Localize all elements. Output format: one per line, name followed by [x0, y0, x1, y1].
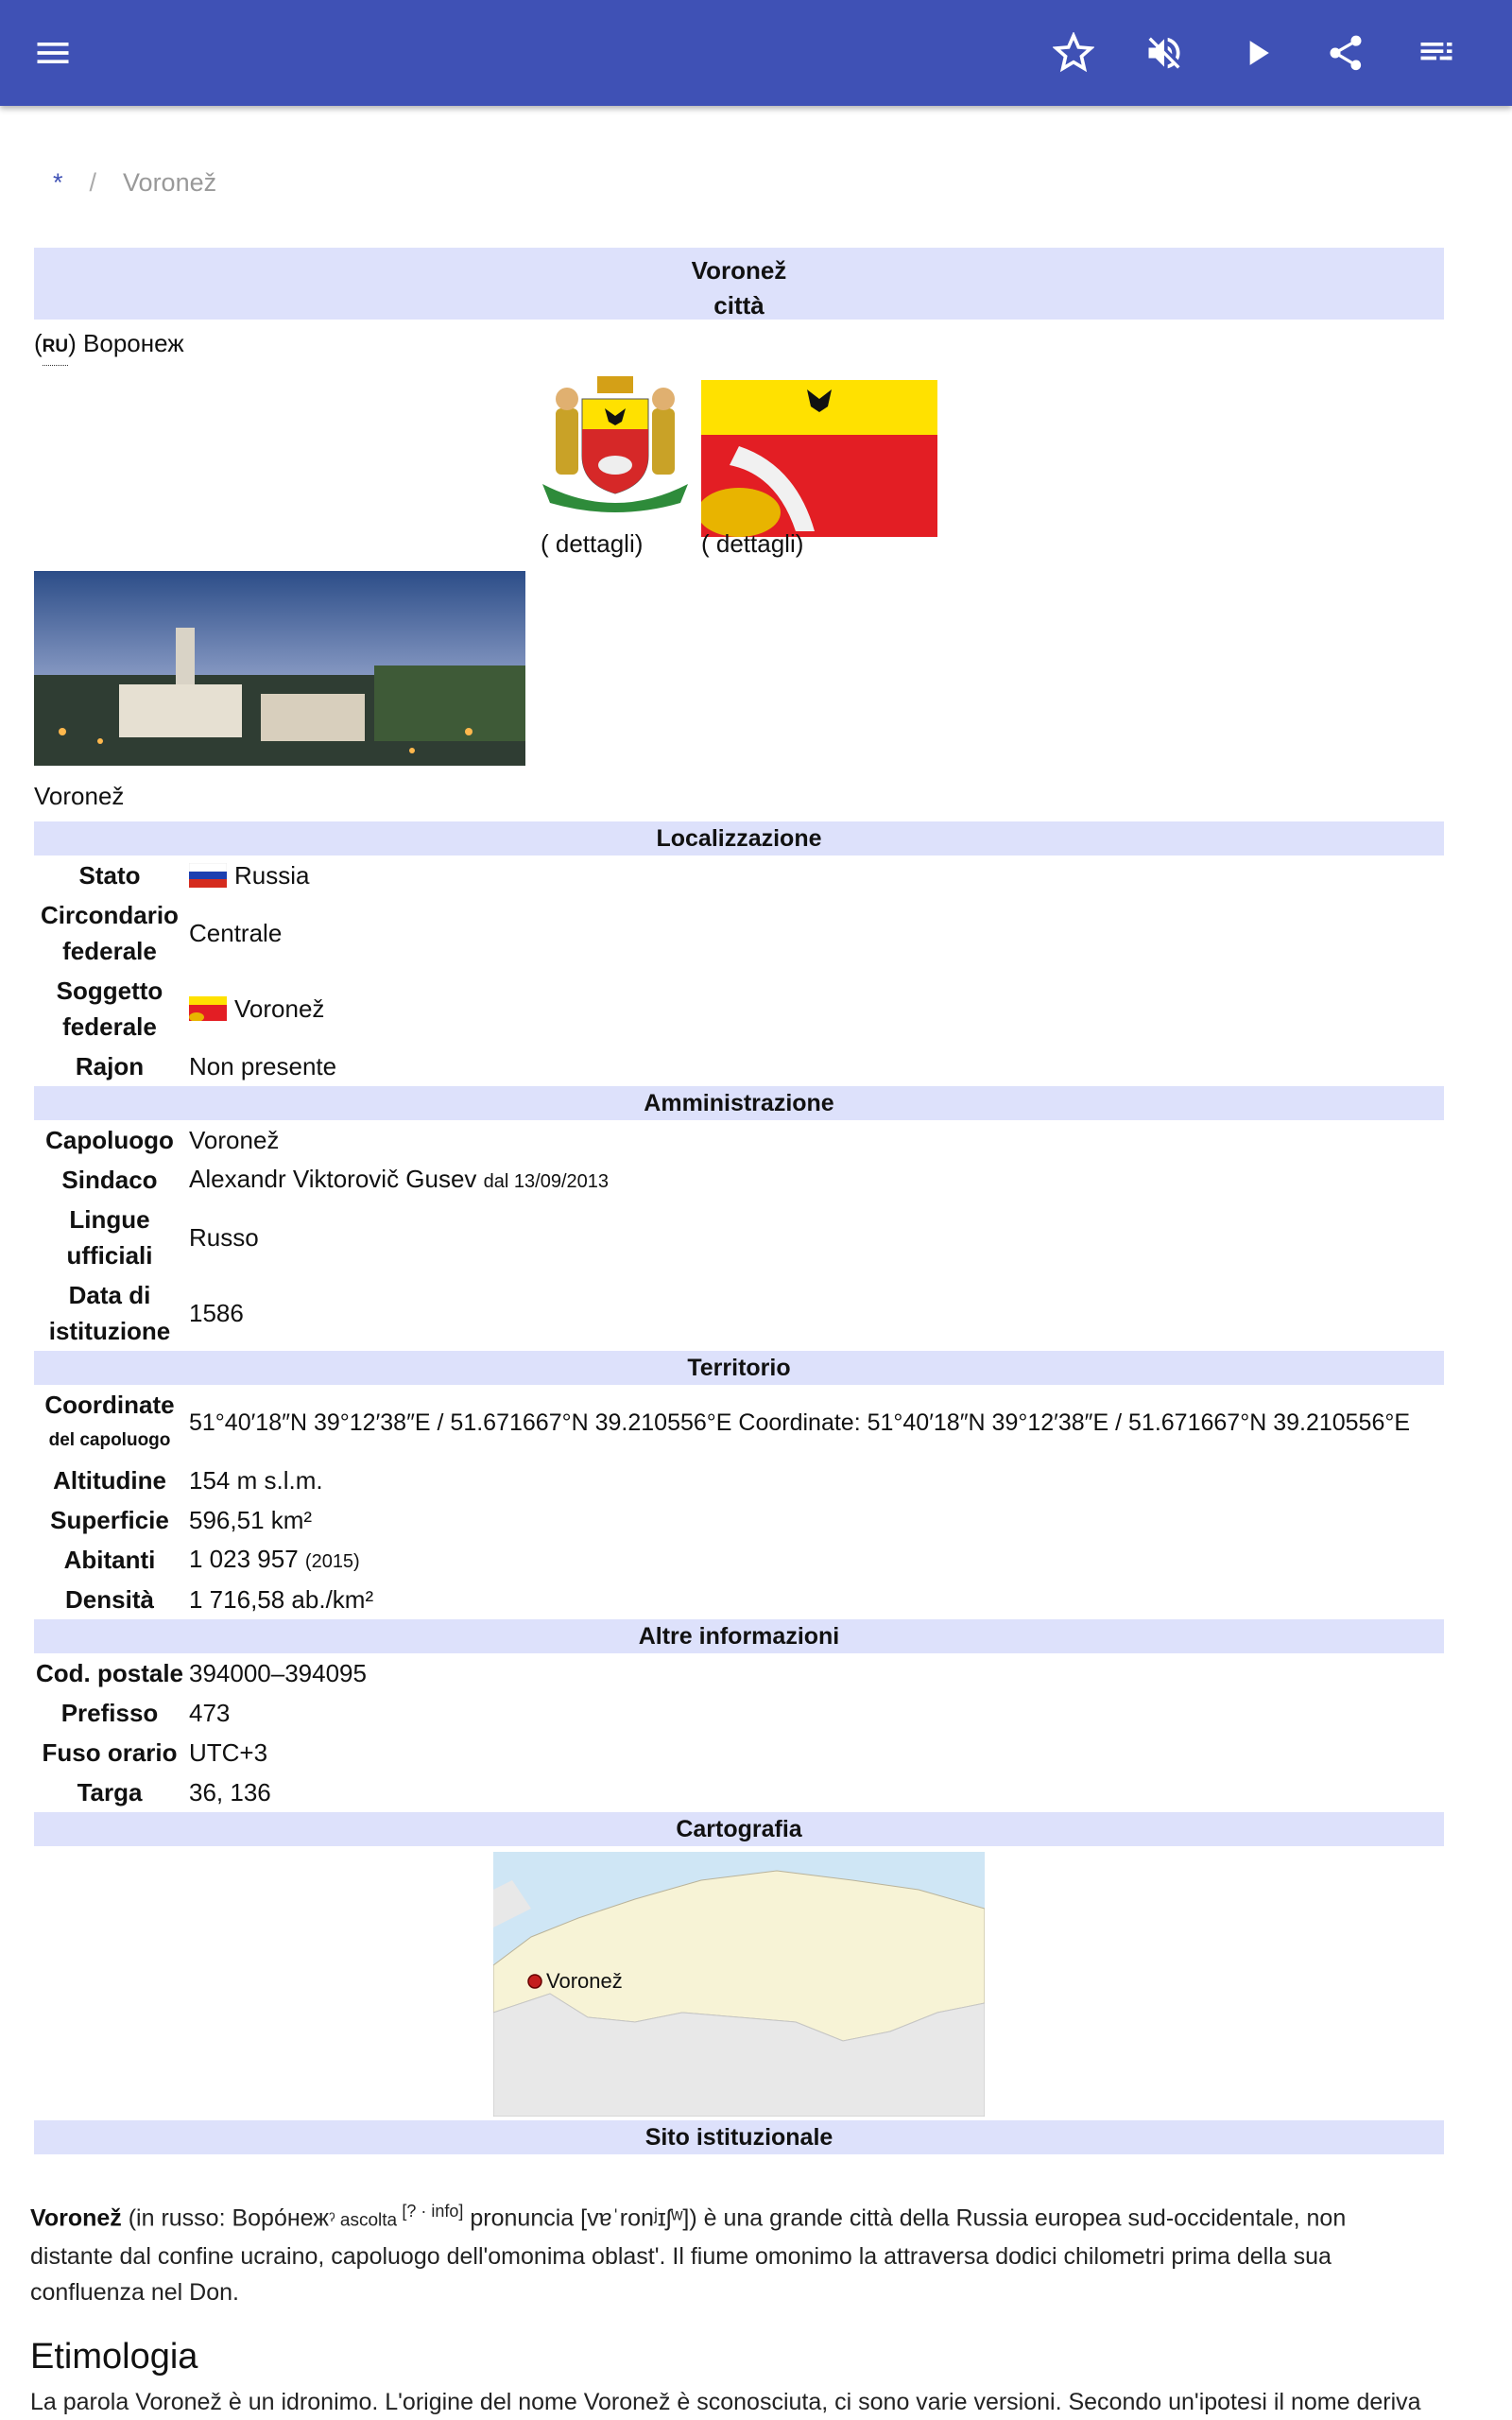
- russia-location-map[interactable]: [493, 1852, 985, 2117]
- row-value: 36, 136: [189, 1778, 271, 1806]
- section-localizzazione: Localizzazione: [34, 821, 1444, 856]
- row-value: [185, 857, 309, 893]
- section-altre-informazioni: Altre informazioni: [34, 1619, 1444, 1653]
- app-bar: [0, 0, 1512, 106]
- row-value: [185, 1541, 360, 1580]
- infobox-subtitle: città: [713, 291, 765, 320]
- etimologia-heading: Etimologia: [30, 2337, 198, 2377]
- article-intro: [30, 2193, 1486, 2310]
- row-lingue: [34, 1200, 1444, 1275]
- row-label: [34, 897, 185, 969]
- menu-icon: [32, 32, 74, 74]
- etymology-paragraph: La parola Voronež è un idronimo. L'origine del nome Voronež è sconosciuta, ci sono varie versioni. Secondo un'ipotesi il nome deriva: [30, 2389, 1421, 2415]
- row-circondario: [34, 895, 1444, 971]
- native-name-text: Воронеж: [83, 329, 184, 357]
- infobox: [34, 248, 1444, 2154]
- row-label: [34, 1277, 185, 1349]
- section-cartografia: Cartografia: [34, 1812, 1444, 1846]
- coat-of-arms-caption[interactable]: ( dettagli): [541, 529, 644, 558]
- row-value: 1586: [189, 1299, 244, 1327]
- row-value: [185, 991, 324, 1027]
- intro-line-1: [30, 2193, 1486, 2238]
- row-sindaco: [34, 1160, 1444, 1200]
- row-value: 394000–394095: [189, 1659, 367, 1687]
- infobox-title-name: Voronež: [691, 256, 787, 285]
- russia-flag-icon: [189, 863, 227, 888]
- row-label: Abitanti: [63, 1546, 156, 1574]
- row-label: Targa: [77, 1778, 143, 1806]
- share-button[interactable]: [1317, 25, 1374, 81]
- city-photo[interactable]: [34, 571, 525, 766]
- row-value: 154 m s.l.m.: [189, 1466, 323, 1495]
- section-amministrazione: Amministrazione: [34, 1086, 1444, 1120]
- row-value[interactable]: UTC+3: [189, 1738, 268, 1767]
- row-label-line: federale: [62, 937, 157, 965]
- row-stato: [34, 856, 1444, 895]
- star-icon: [1053, 32, 1094, 74]
- breadcrumb-separator: /: [89, 168, 97, 197]
- play-icon: [1236, 32, 1278, 74]
- contents-button[interactable]: [1408, 25, 1465, 81]
- section-sito-istituzionale[interactable]: Sito istituzionale: [34, 2120, 1444, 2154]
- intro-text: (in russo: Воро́неж: [121, 2204, 330, 2232]
- playlist-icon: [1416, 32, 1457, 74]
- ru-language-badge[interactable]: RU: [43, 329, 68, 366]
- row-label: [34, 1387, 185, 1459]
- play-button[interactable]: [1228, 25, 1285, 81]
- row-label-line: ufficiali: [66, 1241, 153, 1270]
- map-container: [34, 1846, 1444, 2120]
- row-value[interactable]: Russo: [189, 1223, 259, 1252]
- row-value: Non presente: [189, 1052, 337, 1080]
- row-prefisso: [34, 1693, 1444, 1733]
- listen-link[interactable]: ascolta: [335, 2210, 403, 2231]
- population-value: 1 023 957: [189, 1544, 299, 1573]
- row-label-line: istituzione: [48, 1317, 171, 1345]
- mute-icon: [1143, 32, 1185, 74]
- row-capoluogo: [34, 1120, 1444, 1160]
- row-label-line: Lingue: [69, 1205, 150, 1234]
- population-year: (2015): [304, 1550, 360, 1572]
- row-densita: [34, 1580, 1444, 1619]
- section-territorio: Territorio: [34, 1351, 1444, 1385]
- intro-line-2: distante dal confine ucraino, capoluogo dell'omonima oblast'. Il fiume omonimo la attraversa dodici chilometri prima della sua: [30, 2243, 1332, 2271]
- flag-caption[interactable]: ( dettagli): [701, 529, 804, 558]
- row-label: Prefisso: [60, 1699, 159, 1727]
- infobox-title: [34, 248, 1444, 320]
- mayor-link[interactable]: Alexandr Viktorovič Gusev: [189, 1164, 477, 1193]
- row-superficie: [34, 1500, 1444, 1540]
- map-city-label: Voronež: [546, 1969, 623, 1993]
- row-label-line: Soggetto: [56, 977, 163, 1005]
- row-label: Superficie: [50, 1506, 169, 1534]
- row-label-line: Circondario: [41, 901, 179, 929]
- row-label: Capoluogo: [45, 1126, 174, 1154]
- row-abitanti: [34, 1540, 1444, 1580]
- oblast-link[interactable]: Voronež: [234, 994, 325, 1023]
- breadcrumb: [53, 168, 216, 198]
- row-fuso: [34, 1733, 1444, 1772]
- article-subject: Voronež: [30, 2204, 122, 2232]
- audio-info-link[interactable]: [? · info]: [402, 2202, 464, 2221]
- row-altitudine: [34, 1461, 1444, 1500]
- bookmark-button[interactable]: [1045, 25, 1102, 81]
- menu-button[interactable]: [25, 25, 81, 81]
- country-link[interactable]: Russia: [234, 861, 310, 890]
- flag-image[interactable]: [701, 380, 937, 537]
- mute-button[interactable]: [1136, 25, 1193, 81]
- emblems-row: [34, 361, 1444, 571]
- row-value: 473: [189, 1699, 231, 1727]
- row-coordinate: [34, 1385, 1444, 1461]
- intro-text: pronuncia [vɐˈronʲɪʃʷ]) è una grande città della Russia europea sud-occidentale, non: [463, 2204, 1347, 2232]
- row-value: Voronež: [189, 1126, 280, 1154]
- native-name: (RU) Воронеж: [34, 325, 1444, 361]
- row-label-line: Coordinate: [44, 1391, 175, 1419]
- breadcrumb-current: Voronež: [123, 168, 217, 197]
- row-soggetto: [34, 971, 1444, 1046]
- row-label: Stato: [78, 861, 141, 890]
- coat-of-arms-image[interactable]: [539, 371, 692, 512]
- intro-line-3: confluenza nel Don.: [30, 2279, 239, 2307]
- row-label-line: del capoluogo: [48, 1430, 171, 1450]
- row-label: Densità: [65, 1585, 154, 1614]
- share-icon: [1325, 32, 1366, 74]
- row-rajon: [34, 1046, 1444, 1086]
- row-label: Rajon: [75, 1052, 145, 1080]
- photo-caption: Voronež: [34, 782, 125, 810]
- row-data-istituzione: [34, 1275, 1444, 1351]
- row-label: Fuso orario: [42, 1738, 178, 1767]
- row-value: 1 716,58 ab./km²: [189, 1585, 374, 1614]
- row-label: [34, 973, 185, 1045]
- voronezh-flag-icon: [189, 996, 227, 1021]
- mayor-date: dal 13/09/2013: [483, 1170, 610, 1192]
- row-value: 596,51 km²: [189, 1506, 313, 1534]
- row-targa: [34, 1772, 1444, 1812]
- row-label: Sindaco: [61, 1166, 158, 1194]
- listen-icon[interactable]: ˀ: [329, 2210, 335, 2231]
- breadcrumb-home-link[interactable]: *: [53, 168, 63, 197]
- row-label-line: Data di: [68, 1281, 151, 1309]
- coordinates-link[interactable]: 51°40′18″N 39°12′38″E / 51.671667°N 39.210556°E Coordinate: 51°40′18″N 39°12′38″E / 51.671667°N 39.210556°E: [189, 1409, 1411, 1436]
- row-cap: [34, 1653, 1444, 1693]
- row-value[interactable]: Centrale: [189, 919, 283, 947]
- row-label-line: federale: [62, 1012, 157, 1041]
- row-label: Cod. postale: [35, 1659, 183, 1687]
- row-label: [34, 1201, 185, 1273]
- row-value: [185, 1161, 609, 1200]
- row-label: Altitudine: [53, 1466, 166, 1495]
